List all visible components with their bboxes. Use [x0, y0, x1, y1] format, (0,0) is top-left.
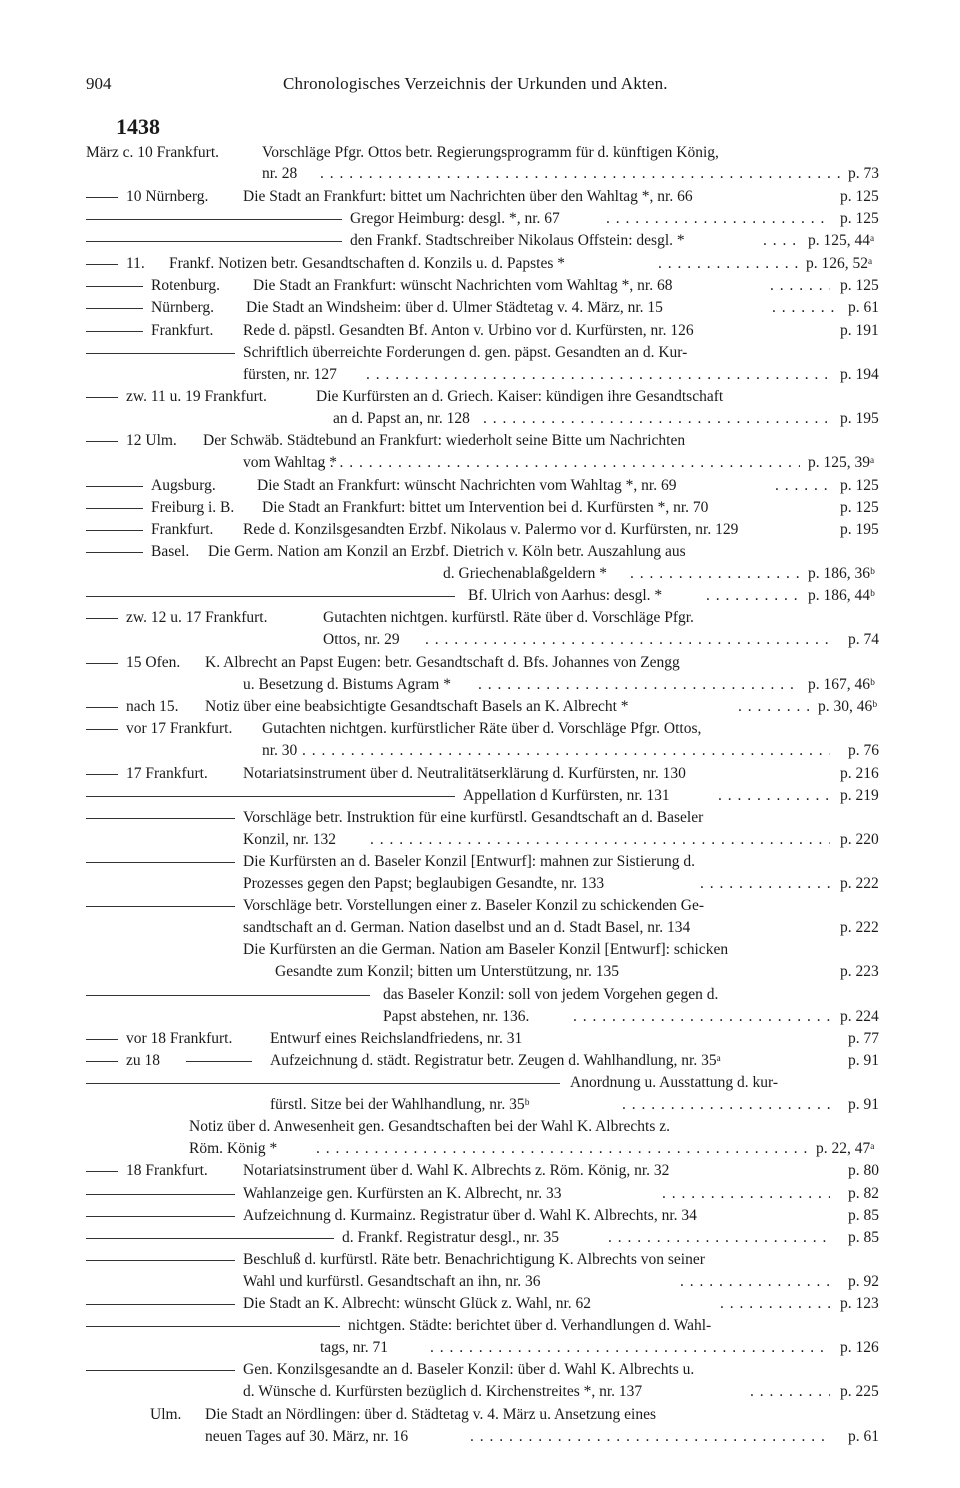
dot-leader — [320, 163, 840, 185]
entry-text: Wahl und kurfürstl. Gesandtschaft an ihn, nr. 36 — [243, 1273, 541, 1290]
ditto-dash — [86, 707, 118, 708]
entry-text: Schriftlich überreichte Forderungen d. gen. päpst. Gesandten an d. Kur- — [243, 344, 688, 361]
entry-text: den Frankf. Stadtschreiber Nikolaus Offstein: desgl. * — [350, 232, 685, 249]
ditto-dash — [86, 441, 118, 442]
entry-line — [0, 253, 960, 275]
ditto-dash — [186, 1061, 252, 1062]
ditto-dash — [86, 219, 342, 220]
entry-text: Beschluß d. kurfürstl. Räte betr. Benachrichtigung K. Albrechts von seiner — [243, 1251, 705, 1268]
entry-text: Die Stadt an Frankfurt: wünscht Nachrichten vom Wahltag *, nr. 69 — [257, 477, 677, 494]
entry-line — [0, 186, 960, 208]
entry-line — [0, 297, 960, 319]
entry-line — [0, 1116, 960, 1138]
entry-line — [0, 1315, 960, 1337]
entry-date-place: Augsburg. — [151, 477, 216, 494]
entry-line — [0, 163, 960, 185]
entry-text: vom Wahltag * — [243, 454, 338, 471]
entry-line — [0, 497, 960, 519]
page-reference: p. 125, 44ᵃ — [808, 232, 875, 249]
page-reference: p. 167, 46ᵇ — [808, 676, 875, 693]
ditto-dash — [86, 331, 143, 332]
ditto-dash — [86, 774, 118, 775]
entry-line — [0, 342, 960, 364]
dot-leader — [608, 1227, 830, 1249]
ditto-dash — [86, 1061, 118, 1062]
page-reference: p. 191 — [840, 322, 879, 339]
entry-line — [0, 895, 960, 917]
entry-text: Frankf. Notizen betr. Gesandtschaften d. Konzils u. d. Papstes * — [169, 255, 566, 272]
entry-line — [0, 230, 960, 252]
entry-text: d. Griechenablaßgeldern * — [443, 565, 607, 582]
entry-text: Prozesses gegen den Papst; beglaubigen Gesandte, nr. 133 — [243, 875, 605, 892]
entry-line — [0, 541, 960, 563]
entry-date-place: März c. 10 Frankfurt. — [86, 144, 219, 161]
page-reference: p. 125, 39ᵃ — [808, 454, 875, 471]
page-reference: p. 125 — [840, 210, 879, 227]
running-title: Chronologisches Verzeichnis der Urkunden und Akten. — [283, 74, 668, 93]
dot-leader — [302, 740, 830, 762]
entry-text: d. Wünsche d. Kurfürsten bezüglich d. Kirchenstreites *, nr. 137 — [243, 1383, 643, 1400]
dot-leader — [700, 873, 830, 895]
entry-date-place: Nürnberg. — [151, 299, 214, 316]
entry-line — [0, 320, 960, 342]
entry-line — [0, 763, 960, 785]
entry-text: Der Schwäb. Städtebund an Frankfurt: wiederholt seine Bitte um Nachrichten — [203, 432, 686, 449]
entry-text: nichtgen. Städte: berichtet über d. Verhandlungen d. Wahl- — [348, 1317, 712, 1334]
entry-line — [0, 452, 960, 474]
entry-line — [0, 984, 960, 1006]
page-reference: p. 82 — [848, 1185, 879, 1202]
entry-text: Die Stadt an Windsheim: über d. Ulmer Städtetag v. 4. März, nr. 15 — [246, 299, 663, 316]
entry-date-place: 18 Frankfurt. — [126, 1162, 208, 1179]
ditto-dash — [86, 1326, 340, 1327]
entry-text: fürstl. Sitze bei der Wahlhandlung, nr. 35ᵇ — [270, 1096, 530, 1113]
entry-line — [0, 142, 960, 164]
page-reference: p. 225 — [840, 1383, 879, 1400]
dot-leader — [770, 275, 830, 297]
page-reference: p. 222 — [840, 919, 879, 936]
entry-text: an d. Papst an, nr. 128 — [333, 410, 470, 427]
entry-line — [0, 1381, 960, 1403]
entry-line — [0, 1050, 960, 1072]
entry-line — [0, 1072, 960, 1094]
entry-line — [0, 1006, 960, 1028]
entry-text: Die Kurfürsten an die German. Nation am Baseler Konzil [Entwurf]: schicken — [243, 941, 729, 958]
entry-text: u. Besetzung d. Bistums Agram * — [243, 676, 451, 693]
entry-text: Notariatsinstrument über d. Neutralitätserklärung d. Kurfürsten, nr. 130 — [243, 765, 686, 782]
entry-text: Vorschläge betr. Instruktion für eine kurfürstl. Gesandtschaft an d. Baseler — [243, 809, 704, 826]
entry-line — [0, 1160, 960, 1182]
entry-line — [0, 1337, 960, 1359]
ditto-dash — [86, 618, 118, 619]
ditto-dash — [86, 1304, 235, 1305]
page-reference: p. 91 — [848, 1096, 879, 1113]
ditto-dash — [86, 508, 143, 509]
page-reference: p. 80 — [848, 1162, 879, 1179]
entry-text: Gutachten nichtgen. kurfürstl. Räte über d. Vorschläge Pfgr. — [323, 609, 694, 626]
entry-line — [0, 629, 960, 651]
ditto-dash — [86, 596, 455, 597]
dot-leader — [720, 1293, 830, 1315]
entry-line — [0, 1271, 960, 1293]
dot-leader — [738, 696, 810, 718]
entry-line — [0, 475, 960, 497]
page-reference: p. 92 — [848, 1273, 879, 1290]
entry-line — [0, 740, 960, 762]
entry-text: Notiz über eine beabsichtigte Gesandtschaft Basels an K. Albrecht * — [205, 698, 629, 715]
entry-text: neuen Tages auf 30. März, nr. 16 — [205, 1428, 409, 1445]
ditto-dash — [86, 818, 235, 819]
entry-date-place: 11. — [126, 255, 145, 272]
entry-line — [0, 1404, 960, 1426]
ditto-dash — [86, 530, 143, 531]
entry-date-place: 17 Frankfurt. — [126, 765, 208, 782]
dot-leader — [366, 364, 830, 386]
entry-date-place: zw. 11 u. 19 Frankfurt. — [126, 388, 267, 405]
entry-line — [0, 519, 960, 541]
entry-line — [0, 851, 960, 873]
page-reference: p. 123 — [840, 1295, 879, 1312]
entry-line — [0, 1249, 960, 1271]
entry-text: Die Germ. Nation am Konzil an Erzbf. Dietrich v. Köln betr. Auszahlung aus — [208, 543, 686, 560]
entry-date-place: vor 17 Frankfurt. — [126, 720, 233, 737]
entry-text: Notiz über d. Anwesenheit gen. Gesandtschaften bei der Wahl K. Albrechts z. — [189, 1118, 670, 1135]
entry-line — [0, 408, 960, 430]
entry-line — [0, 1183, 960, 1205]
dot-leader — [606, 208, 830, 230]
entry-line — [0, 785, 960, 807]
dot-leader — [750, 1381, 830, 1403]
dot-leader — [573, 1006, 830, 1028]
entry-text: Aufzeichnung d. Kurmainz. Registratur über d. Wahl K. Albrechts, nr. 34 — [243, 1207, 697, 1224]
entry-text: Die Kurfürsten an d. Baseler Konzil [Entwurf]: mahnen zur Sistierung d. — [243, 853, 695, 870]
entry-text: Entwurf eines Reichslandfriedens, nr. 31 — [270, 1030, 523, 1047]
entry-line — [0, 829, 960, 851]
dot-leader — [470, 1426, 830, 1448]
entry-text: Ottos, nr. 29 — [323, 631, 400, 648]
ditto-dash — [86, 1039, 118, 1040]
page-reference: p. 186, 36ᵇ — [808, 565, 875, 582]
ditto-dash — [86, 729, 118, 730]
entry-line — [0, 1426, 960, 1448]
dot-leader — [478, 674, 800, 696]
entry-line — [0, 917, 960, 939]
entry-line — [0, 652, 960, 674]
entry-line — [0, 585, 960, 607]
page-reference: p. 125 — [840, 499, 879, 516]
dot-leader — [706, 585, 800, 607]
dot-leader — [370, 829, 830, 851]
ditto-dash — [86, 1216, 235, 1217]
entry-text: Bf. Ulrich von Aarhus: desgl. * — [468, 587, 663, 604]
entry-date-place: Rotenburg. — [151, 277, 221, 294]
entry-text: d. Frankf. Registratur desgl., nr. 35 — [342, 1229, 559, 1246]
entry-date-place: 12 Ulm. — [126, 432, 177, 449]
page-reference: p. 125 — [840, 477, 879, 494]
page-reference: p. 220 — [840, 831, 879, 848]
ditto-dash — [86, 862, 235, 863]
page-reference: p. 85 — [848, 1207, 879, 1224]
entry-line — [0, 275, 960, 297]
ditto-dash — [86, 286, 143, 287]
page-reference: p. 126 — [840, 1339, 879, 1356]
entry-date-place: Frankfurt. — [151, 521, 214, 538]
entry-text: Papst abstehen, nr. 136. — [383, 1008, 530, 1025]
dot-leader — [483, 408, 830, 430]
entry-text: nr. 30 — [262, 742, 298, 759]
page-reference: p. 77 — [848, 1030, 879, 1047]
dot-leader — [425, 629, 830, 651]
ditto-dash — [86, 397, 118, 398]
ditto-dash — [86, 1171, 118, 1172]
entry-line — [0, 873, 960, 895]
entry-text: Gesandte zum Konzil; bitten um Unterstützung, nr. 135 — [275, 963, 619, 980]
ditto-dash — [86, 796, 455, 797]
dot-leader — [772, 297, 840, 319]
entry-line — [0, 1094, 960, 1116]
page-reference: p. 91 — [848, 1052, 879, 1069]
entry-text: Aufzeichnung d. städt. Registratur betr. Zeugen d. Wahlhandlung, nr. 35ᵃ — [270, 1052, 721, 1069]
page-reference: p. 219 — [840, 787, 879, 804]
entry-date-place: 10 Nürnberg. — [126, 188, 209, 205]
dot-leader — [316, 1138, 808, 1160]
dot-leader — [630, 563, 800, 585]
ditto-dash — [86, 264, 118, 265]
ditto-dash — [86, 486, 143, 487]
entry-text: Die Stadt an Frankfurt: bittet um Intervention bei d. Kurfürsten *, nr. 70 — [262, 499, 709, 516]
entry-text: sandtschaft an d. German. Nation daselbst und an d. Stadt Basel, nr. 134 — [243, 919, 691, 936]
page-reference: p. 74 — [848, 631, 879, 648]
page-reference: p. 30, 46ᵇ — [818, 698, 878, 715]
page-reference: p. 125 — [840, 188, 879, 205]
entry-date-place: Ulm. — [150, 1406, 182, 1423]
entry-text: fürsten, nr. 127 — [243, 366, 337, 383]
entry-line — [0, 961, 960, 983]
entry-text: Die Stadt an K. Albrecht: wünscht Glück z. Wahl, nr. 62 — [243, 1295, 592, 1312]
page-reference: p. 22, 47ᵃ — [816, 1140, 875, 1157]
entry-date-place: nach 15. — [126, 698, 179, 715]
page-reference: p. 224 — [840, 1008, 879, 1025]
entry-line — [0, 364, 960, 386]
entry-text: Rede d. Konzilsgesandten Erzbf. Nikolaus v. Palermo vor d. Kurfürsten, nr. 129 — [243, 521, 739, 538]
entry-text: Wahlanzeige gen. Kurfürsten an K. Albrecht, nr. 33 — [243, 1185, 562, 1202]
page-reference: p. 195 — [840, 410, 879, 427]
entry-text: K. Albrecht an Papst Eugen: betr. Gesandtschaft d. Bfs. Johannes von Zengg — [205, 654, 680, 671]
entry-line — [0, 1227, 960, 1249]
entry-text: Die Stadt an Frankfurt: wünscht Nachrichten vom Wahltag *, nr. 68 — [253, 277, 673, 294]
entry-date-place: Basel. — [151, 543, 190, 560]
dot-leader — [775, 475, 830, 497]
entry-line — [0, 1138, 960, 1160]
entry-text: Gregor Heimburg: desgl. *, nr. 67 — [350, 210, 560, 227]
page-reference: p. 73 — [848, 165, 879, 182]
entry-text: nr. 28 — [262, 165, 298, 182]
page-reference: p. 223 — [840, 963, 879, 980]
page-reference: p. 195 — [840, 521, 879, 538]
entry-line — [0, 208, 960, 230]
entry-text: Röm. König * — [189, 1140, 278, 1157]
entry-line — [0, 386, 960, 408]
entry-text: das Baseler Konzil: soll von jedem Vorgehen gegen d. — [383, 986, 719, 1003]
dot-leader — [662, 1183, 830, 1205]
entry-line — [0, 939, 960, 961]
entry-text: Vorschläge Pfgr. Ottos betr. Regierungsprogramm für d. künftigen König, — [262, 144, 719, 161]
entry-text: Die Stadt an Nördlingen: über d. Städtetag v. 4. März u. Ansetzung eines — [205, 1406, 656, 1423]
ditto-dash — [86, 552, 143, 553]
entry-line — [0, 1205, 960, 1227]
ditto-dash — [86, 1194, 235, 1195]
entry-text: Gutachten nichtgen. kurfürstlicher Räte über d. Vorschläge Pfgr. Ottos, — [262, 720, 702, 737]
entry-date-place: 15 Ofen. — [126, 654, 181, 671]
dot-leader — [763, 230, 800, 252]
page-reference: p. 61 — [848, 299, 879, 316]
dot-leader — [320, 452, 800, 474]
entry-line — [0, 718, 960, 740]
page-reference: p. 76 — [848, 742, 879, 759]
entry-text: Die Stadt an Frankfurt: bittet um Nachrichten über den Wahltag *, nr. 66 — [243, 188, 693, 205]
entry-line — [0, 607, 960, 629]
entry-line — [0, 1293, 960, 1315]
entry-text: Appellation d Kurfürsten, nr. 131 — [463, 787, 670, 804]
entry-date-place: Frankfurt. — [151, 322, 214, 339]
ditto-dash — [86, 241, 342, 242]
entry-line — [0, 696, 960, 718]
entry-line — [0, 1028, 960, 1050]
entry-text: Notariatsinstrument über d. Wahl K. Albrechts z. Röm. König, nr. 32 — [243, 1162, 670, 1179]
page-reference: p. 194 — [840, 366, 879, 383]
ditto-dash — [86, 308, 143, 309]
entry-text: Vorschläge betr. Vorstellungen einer z. Baseler Konzil zu schickenden Ge- — [243, 897, 704, 914]
ditto-dash — [86, 1260, 235, 1261]
entry-text: tags, nr. 71 — [320, 1339, 389, 1356]
entry-line — [0, 563, 960, 585]
ditto-dash — [86, 906, 235, 907]
dot-leader — [718, 785, 830, 807]
page-reference: p. 222 — [840, 875, 879, 892]
entry-text: Konzil, nr. 132 — [243, 831, 336, 848]
entry-text: Anordnung u. Ausstattung d. kur- — [570, 1074, 779, 1091]
ditto-dash — [86, 197, 118, 198]
dot-leader — [622, 1094, 830, 1116]
ditto-dash — [86, 1083, 560, 1084]
page-reference: p. 216 — [840, 765, 879, 782]
page-reference: p. 126, 52ᵃ — [806, 255, 873, 272]
ditto-dash — [86, 995, 370, 996]
entry-text: Rede d. päpstl. Gesandten Bf. Anton v. Urbino vor d. Kurfürsten, nr. 126 — [243, 322, 694, 339]
entry-date-place: zu 18 — [126, 1052, 161, 1069]
entry-date-place: vor 18 Frankfurt. — [126, 1030, 233, 1047]
dot-leader — [658, 253, 800, 275]
entry-line — [0, 1359, 960, 1381]
dot-leader — [430, 1337, 830, 1359]
entry-line — [0, 430, 960, 452]
entry-text: Gen. Konzilsgesandte an d. Baseler Konzil: über d. Wahl K. Albrechts u. — [243, 1361, 695, 1378]
dot-leader — [680, 1271, 830, 1293]
ditto-dash — [86, 1238, 334, 1239]
entry-date-place: Freiburg i. B. — [151, 499, 235, 516]
page-reference: p. 61 — [848, 1428, 879, 1445]
ditto-dash — [86, 353, 235, 354]
entry-line — [0, 807, 960, 829]
page-number: 904 — [86, 74, 112, 93]
page-reference: p. 85 — [848, 1229, 879, 1246]
entry-line — [0, 674, 960, 696]
entry-text: Die Kurfürsten an d. Griech. Kaiser: kündigen ihre Gesandtschaft — [316, 388, 724, 405]
entry-date-place: zw. 12 u. 17 Frankfurt. — [126, 609, 268, 626]
page-reference: p. 186, 44ᵇ — [808, 587, 875, 604]
ditto-dash — [86, 1370, 235, 1371]
year-heading: 1438 — [116, 114, 160, 139]
ditto-dash — [86, 663, 118, 664]
page-reference: p. 125 — [840, 277, 879, 294]
